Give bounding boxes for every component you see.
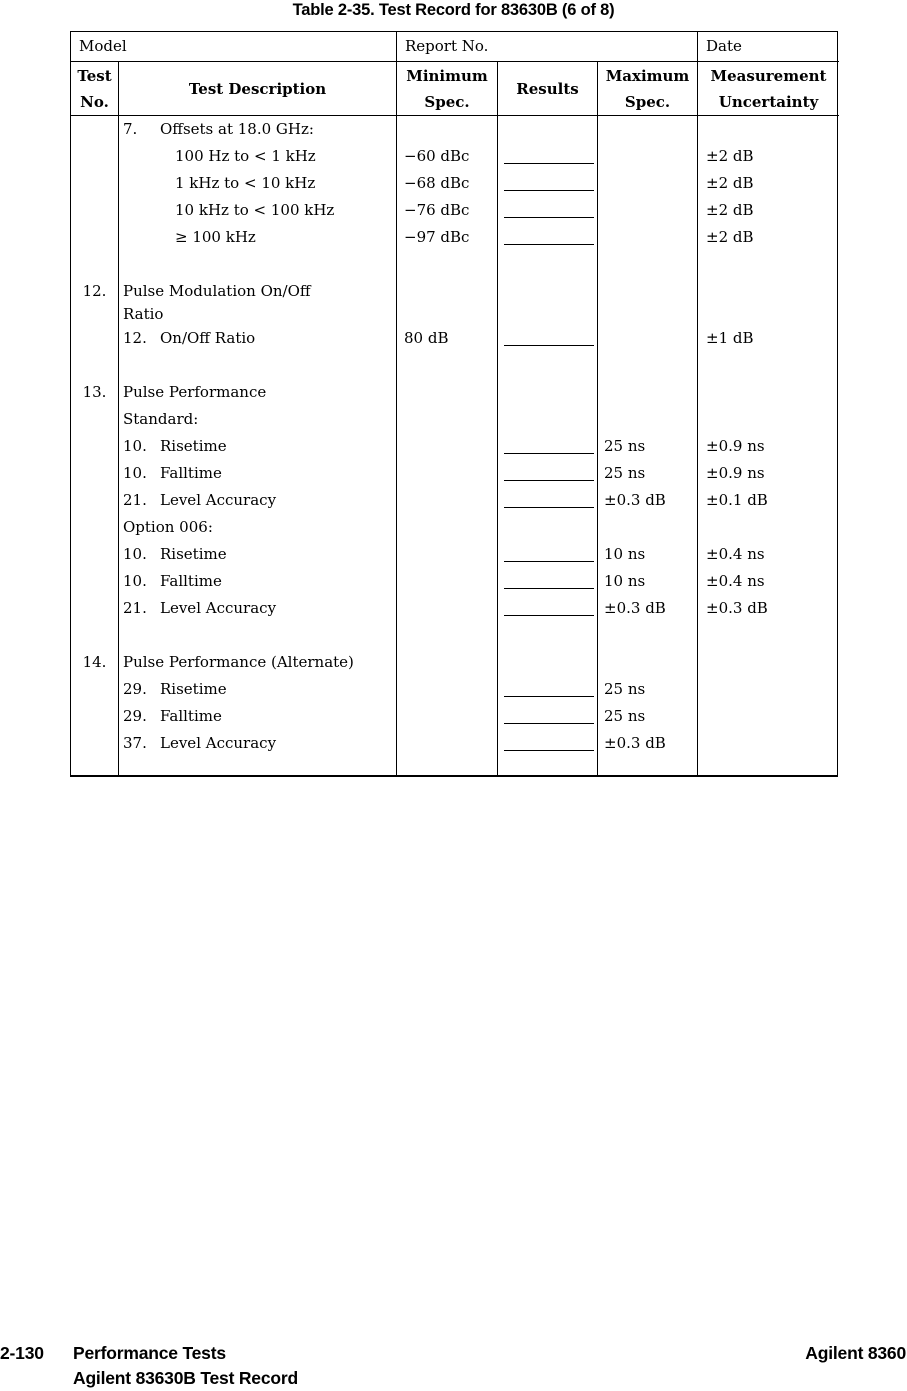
desc-text: Risetime xyxy=(160,437,227,455)
cell-description: 10 kHz to < 100 kHz xyxy=(119,197,397,227)
col-header-min-spec xyxy=(397,62,498,116)
cell-description: Ratio xyxy=(119,305,397,325)
cell-test-no: 14. xyxy=(71,649,119,676)
table-row xyxy=(71,622,837,649)
cell-results xyxy=(498,251,598,278)
results-blank-line xyxy=(504,487,594,508)
table-row xyxy=(71,541,837,568)
cell-min-spec xyxy=(397,278,498,305)
cell-description: Pulse Performance xyxy=(119,379,397,406)
cell-uncertainty xyxy=(698,305,839,325)
cell-min-spec xyxy=(397,251,498,278)
table-row xyxy=(71,703,837,730)
desc-item-number: 21. xyxy=(123,599,147,617)
cell-min-spec xyxy=(397,352,498,379)
desc-item-number: 10. xyxy=(123,464,147,482)
cell-results xyxy=(498,757,598,776)
cell-description xyxy=(119,568,397,598)
cell-description: 1 kHz to < 10 kHz xyxy=(119,170,397,200)
cell-results xyxy=(498,406,598,433)
cell-max-spec xyxy=(598,170,698,200)
table-row xyxy=(71,595,837,622)
footer-section: Performance Tests xyxy=(73,1343,226,1363)
cell-min-spec xyxy=(397,568,498,598)
model-field: Model xyxy=(71,32,397,62)
desc-item-number: 10. xyxy=(123,437,147,455)
table-row xyxy=(71,278,837,305)
cell-results xyxy=(498,170,598,200)
desc-item-number: 29. xyxy=(123,707,147,725)
cell-min-spec xyxy=(397,406,498,433)
cell-description xyxy=(119,757,397,776)
cell-description xyxy=(119,541,397,571)
results-blank-line xyxy=(504,595,594,616)
page-title: Table 2-35. Test Record for 83630B (6 of 8) xyxy=(292,1,615,19)
cell-uncertainty xyxy=(698,116,839,143)
cell-results xyxy=(498,433,598,463)
cell-uncertainty: ±1 dB xyxy=(706,329,754,347)
cell-min-spec xyxy=(397,305,498,325)
table-row xyxy=(71,568,837,595)
col-header-uncertainty xyxy=(698,62,839,116)
cell-uncertainty: ±2 dB xyxy=(706,147,754,165)
cell-uncertainty: ±2 dB xyxy=(706,228,754,246)
cell-description: ≥ 100 kHz xyxy=(119,224,397,254)
cell-min-spec xyxy=(397,514,498,541)
table-row xyxy=(71,487,837,514)
cell-uncertainty: ±2 dB xyxy=(706,201,754,219)
cell-results xyxy=(498,197,598,227)
desc-item-number: 7. xyxy=(123,120,138,138)
cell-test-no xyxy=(71,143,119,173)
results-blank-line xyxy=(504,730,594,751)
table-column-headers xyxy=(71,62,837,116)
cell-test-no xyxy=(71,197,119,227)
cell-uncertainty: ±0.3 dB xyxy=(706,599,768,617)
cell-uncertainty: ±0.4 ns xyxy=(706,545,765,563)
cell-max-spec xyxy=(598,278,698,305)
cell-results xyxy=(498,305,598,325)
table-row xyxy=(71,676,837,703)
footer-product: Agilent 8360 xyxy=(805,1343,906,1363)
cell-max-spec xyxy=(598,352,698,379)
cell-uncertainty xyxy=(698,703,839,733)
col-header-line: Spec. xyxy=(624,92,671,111)
cell-results xyxy=(498,143,598,173)
table-row xyxy=(71,433,837,460)
desc-item-number: 10. xyxy=(123,572,147,590)
col-header-line: Test Description xyxy=(188,79,327,98)
results-blank-line xyxy=(504,568,594,589)
cell-max-spec xyxy=(598,379,698,406)
cell-min-spec: −60 dBc xyxy=(397,143,498,173)
desc-text: Level Accuracy xyxy=(160,734,277,752)
cell-uncertainty: ±0.1 dB xyxy=(706,491,768,509)
cell-uncertainty xyxy=(698,514,839,541)
cell-test-no xyxy=(71,170,119,200)
cell-max-spec: 25 ns xyxy=(598,703,698,733)
cell-test-no xyxy=(71,325,119,355)
desc-item-number: 21. xyxy=(123,491,147,509)
cell-description xyxy=(119,730,397,760)
table-row xyxy=(71,197,837,224)
cell-uncertainty xyxy=(698,406,839,433)
cell-uncertainty xyxy=(698,730,839,760)
cell-test-no xyxy=(71,305,119,325)
table-row xyxy=(71,170,837,197)
cell-description xyxy=(119,622,397,649)
cell-results xyxy=(498,730,598,760)
col-header-line: Maximum xyxy=(605,66,690,85)
cell-test-no xyxy=(71,730,119,760)
footer-left xyxy=(0,1341,298,1391)
col-header-max-spec xyxy=(598,62,698,116)
cell-description xyxy=(119,352,397,379)
table-row xyxy=(71,352,837,379)
cell-max-spec: 25 ns xyxy=(598,676,698,706)
cell-uncertainty: ±2 dB xyxy=(706,174,754,192)
cell-test-no xyxy=(71,251,119,278)
cell-test-no: 13. xyxy=(71,379,119,406)
cell-min-spec: 80 dB xyxy=(397,325,498,355)
results-blank-line xyxy=(504,197,594,218)
cell-results xyxy=(498,703,598,733)
cell-uncertainty xyxy=(698,379,839,406)
table-row xyxy=(71,730,837,757)
cell-results xyxy=(498,278,598,305)
cell-uncertainty xyxy=(698,676,839,706)
results-blank-line xyxy=(504,224,594,245)
desc-text: Level Accuracy xyxy=(160,599,277,617)
cell-max-spec xyxy=(598,143,698,173)
cell-results xyxy=(498,460,598,490)
col-header-line: Measurement xyxy=(710,66,827,85)
cell-test-no xyxy=(71,541,119,571)
cell-results xyxy=(498,352,598,379)
cell-min-spec xyxy=(397,433,498,463)
desc-text: Risetime xyxy=(160,545,227,563)
desc-text: On/Off Ratio xyxy=(160,329,256,347)
results-blank-line xyxy=(504,541,594,562)
cell-description xyxy=(119,703,397,733)
cell-max-spec xyxy=(598,406,698,433)
footer-page-number: 2-130 xyxy=(0,1343,44,1363)
cell-results xyxy=(498,487,598,517)
cell-min-spec xyxy=(397,703,498,733)
table-row xyxy=(71,251,837,278)
results-blank-line xyxy=(504,433,594,454)
cell-uncertainty xyxy=(698,649,839,676)
table-row xyxy=(71,757,837,776)
cell-description: 100 Hz to < 1 kHz xyxy=(119,143,397,173)
cell-min-spec xyxy=(397,460,498,490)
cell-max-spec: 25 ns xyxy=(598,460,698,490)
cell-results xyxy=(498,379,598,406)
cell-uncertainty xyxy=(698,757,839,776)
cell-description xyxy=(119,325,397,355)
results-blank-line xyxy=(504,676,594,697)
cell-max-spec: ±0.3 dB xyxy=(598,730,698,760)
cell-min-spec xyxy=(397,116,498,143)
desc-item-number: 37. xyxy=(123,734,147,752)
cell-test-no xyxy=(71,352,119,379)
cell-description: Pulse Modulation On/Off xyxy=(119,278,397,305)
cell-test-no xyxy=(71,406,119,433)
cell-max-spec xyxy=(598,197,698,227)
cell-description xyxy=(119,251,397,278)
cell-uncertainty: ±0.9 ns xyxy=(706,437,765,455)
desc-text: Falltime xyxy=(160,707,222,725)
cell-description: Option 006: xyxy=(119,514,397,541)
table-row xyxy=(71,143,837,170)
cell-min-spec xyxy=(397,757,498,776)
cell-description: Standard: xyxy=(119,406,397,433)
cell-test-no xyxy=(71,514,119,541)
cell-max-spec xyxy=(598,649,698,676)
desc-item-number: 29. xyxy=(123,680,147,698)
cell-results xyxy=(498,325,598,355)
cell-test-no: 12. xyxy=(71,278,119,305)
col-header-line: Results xyxy=(516,79,579,98)
cell-max-spec: ±0.3 dB xyxy=(598,487,698,517)
cell-description xyxy=(119,116,397,143)
table-row xyxy=(71,649,837,676)
cell-max-spec xyxy=(598,116,698,143)
cell-test-no xyxy=(71,224,119,254)
table-body xyxy=(71,116,837,776)
cell-test-no xyxy=(71,622,119,649)
cell-results xyxy=(498,649,598,676)
results-blank-line xyxy=(504,460,594,481)
cell-min-spec xyxy=(397,541,498,571)
cell-results xyxy=(498,595,598,625)
table-meta-row xyxy=(71,32,837,62)
cell-test-no xyxy=(71,116,119,143)
cell-description xyxy=(119,595,397,625)
cell-min-spec xyxy=(397,676,498,706)
desc-text: Risetime xyxy=(160,680,227,698)
cell-test-no xyxy=(71,433,119,463)
col-header-line: Spec. xyxy=(424,92,470,111)
cell-uncertainty: ±0.4 ns xyxy=(706,572,765,590)
cell-test-no xyxy=(71,460,119,490)
cell-max-spec xyxy=(598,224,698,254)
col-header-description xyxy=(119,62,397,116)
desc-item-number: 10. xyxy=(123,545,147,563)
footer-subtitle: Agilent 83630B Test Record xyxy=(73,1368,298,1388)
cell-results xyxy=(498,676,598,706)
cell-test-no xyxy=(71,703,119,733)
cell-results xyxy=(498,514,598,541)
cell-results xyxy=(498,541,598,571)
table-row xyxy=(71,325,837,352)
table-row xyxy=(71,514,837,541)
cell-description xyxy=(119,460,397,490)
cell-results xyxy=(498,622,598,649)
col-header-results xyxy=(498,62,598,116)
desc-text: Level Accuracy xyxy=(160,491,277,509)
col-header-line: Uncertainty xyxy=(718,92,819,111)
cell-uncertainty xyxy=(698,278,839,305)
cell-max-spec: 10 ns xyxy=(598,568,698,598)
cell-min-spec: −76 dBc xyxy=(397,197,498,227)
date-field: Date xyxy=(698,32,839,62)
table-row xyxy=(71,406,837,433)
cell-description xyxy=(119,433,397,463)
desc-item-number: 12. xyxy=(123,329,147,347)
cell-description xyxy=(119,676,397,706)
desc-text: Offsets at 18.0 GHz: xyxy=(160,120,314,138)
col-header-line: Test xyxy=(77,66,112,85)
results-blank-line xyxy=(504,170,594,191)
cell-min-spec xyxy=(397,379,498,406)
cell-description xyxy=(119,487,397,517)
cell-results xyxy=(498,568,598,598)
cell-max-spec xyxy=(598,622,698,649)
report-no-field: Report No. xyxy=(397,32,698,62)
table-row xyxy=(71,305,837,325)
cell-min-spec xyxy=(397,595,498,625)
cell-max-spec xyxy=(598,305,698,325)
cell-uncertainty: ±0.9 ns xyxy=(706,464,765,482)
desc-text: Falltime xyxy=(160,464,222,482)
test-record-table xyxy=(70,31,838,777)
cell-min-spec xyxy=(397,622,498,649)
cell-test-no xyxy=(71,676,119,706)
cell-uncertainty xyxy=(698,352,839,379)
cell-uncertainty xyxy=(698,622,839,649)
col-header-test-no xyxy=(71,62,119,116)
cell-max-spec xyxy=(598,251,698,278)
cell-max-spec: ±0.3 dB xyxy=(598,595,698,625)
cell-results xyxy=(498,224,598,254)
col-header-line: Minimum xyxy=(406,66,488,85)
results-blank-line xyxy=(504,143,594,164)
cell-max-spec: 25 ns xyxy=(598,433,698,463)
cell-max-spec xyxy=(598,514,698,541)
table-row xyxy=(71,116,837,143)
table-row xyxy=(71,460,837,487)
cell-test-no xyxy=(71,757,119,776)
cell-min-spec: −97 dBc xyxy=(397,224,498,254)
cell-results xyxy=(498,116,598,143)
cell-test-no xyxy=(71,568,119,598)
cell-min-spec xyxy=(397,487,498,517)
cell-test-no xyxy=(71,595,119,625)
cell-min-spec xyxy=(397,730,498,760)
results-blank-line xyxy=(504,703,594,724)
cell-test-no xyxy=(71,487,119,517)
desc-text: Falltime xyxy=(160,572,222,590)
cell-max-spec xyxy=(598,325,698,355)
cell-min-spec xyxy=(397,649,498,676)
cell-description: Pulse Performance (Alternate) xyxy=(119,649,397,676)
col-header-line: No. xyxy=(80,92,109,111)
table-row xyxy=(71,224,837,251)
results-blank-line xyxy=(504,325,594,346)
cell-max-spec xyxy=(598,757,698,776)
cell-min-spec: −68 dBc xyxy=(397,170,498,200)
table-row xyxy=(71,379,837,406)
cell-uncertainty xyxy=(698,251,839,278)
cell-max-spec: 10 ns xyxy=(598,541,698,571)
